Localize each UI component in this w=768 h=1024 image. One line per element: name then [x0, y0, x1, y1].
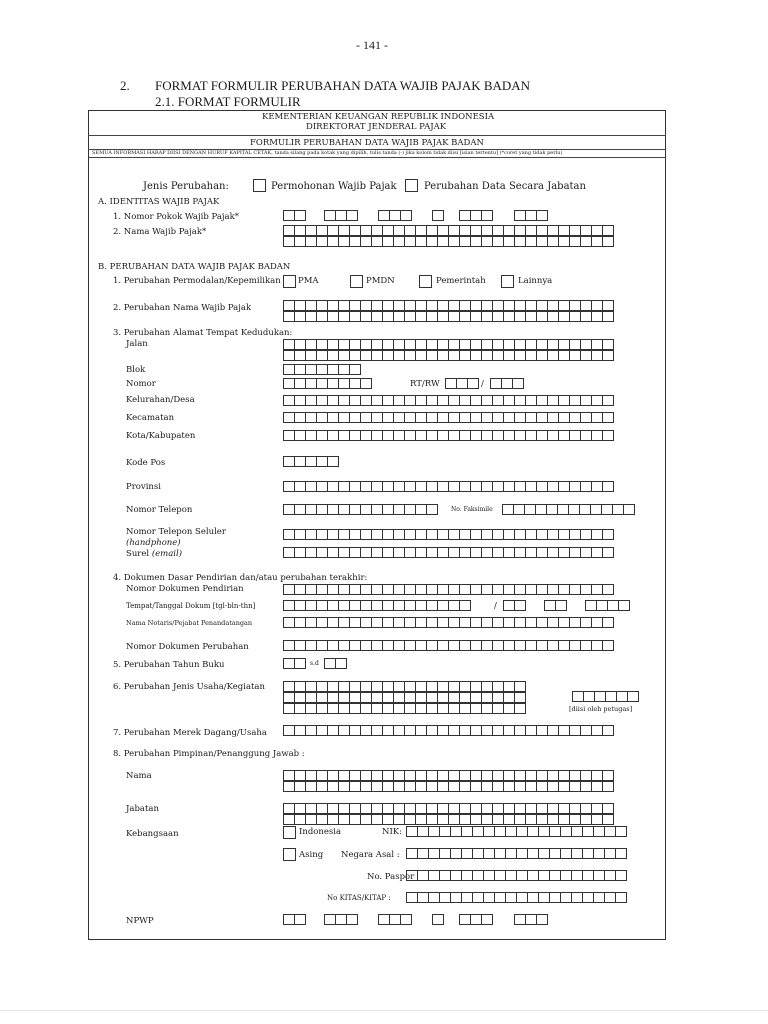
- char-box[interactable]: [349, 364, 361, 375]
- jenis-usaha-boxes[interactable]: [283, 681, 525, 692]
- pimpinan-nama-boxes[interactable]: [283, 781, 613, 792]
- asing-checkbox[interactable]: [283, 848, 296, 861]
- pimpinan-npwp-boxes[interactable]: [514, 914, 547, 925]
- char-box[interactable]: [602, 584, 614, 595]
- char-box[interactable]: [514, 692, 526, 703]
- char-box[interactable]: [346, 914, 358, 925]
- perubahan-nama-label: 2. Perubahan Nama Wajib Pajak: [113, 303, 252, 313]
- char-box[interactable]: [602, 225, 614, 236]
- nama-wp-label: 2. Nama Wajib Pajak*: [113, 227, 207, 237]
- merek-boxes[interactable]: [283, 725, 613, 736]
- asing-label: Asing: [299, 850, 324, 860]
- seluler-label: Nomor Telepon Seluler: [126, 527, 226, 537]
- page-number: - 141 -: [356, 38, 388, 52]
- char-box[interactable]: [618, 600, 630, 611]
- pimpinan-jabatan-boxes[interactable]: [283, 803, 613, 814]
- alamat-label: 3. Perubahan Alamat Tempat Kedudukan:: [113, 328, 293, 338]
- char-box[interactable]: [426, 504, 438, 515]
- pma-label: PMA: [298, 276, 319, 286]
- jalan-label: Jalan: [126, 339, 148, 349]
- pimpinan-nama-boxes[interactable]: [283, 770, 613, 781]
- lainnya-checkbox[interactable]: [501, 275, 514, 288]
- diisi-petugas-label: [diisi oleh petugas]: [569, 705, 633, 713]
- char-box[interactable]: [512, 378, 524, 389]
- npwp-boxes[interactable]: [514, 210, 547, 221]
- rt-boxes[interactable]: [445, 378, 478, 389]
- nomor-dok-perubahan-label: Nomor Dokumen Perubahan: [126, 642, 249, 652]
- pimpinan-npwp-boxes[interactable]: [459, 914, 492, 925]
- npwp-boxes[interactable]: [432, 210, 443, 221]
- handphone-label: (handphone): [126, 538, 181, 548]
- char-box[interactable]: [432, 914, 444, 925]
- char-box[interactable]: [602, 770, 614, 781]
- negara-asal-boxes[interactable]: [406, 848, 626, 859]
- tahun-buku-end[interactable]: [324, 658, 346, 669]
- char-box[interactable]: [602, 481, 614, 492]
- telepon-boxes[interactable]: [283, 504, 437, 515]
- char-box[interactable]: [627, 691, 639, 702]
- pimpinan-npwp-boxes[interactable]: [324, 914, 357, 925]
- char-box[interactable]: [623, 504, 635, 515]
- page-bottom-edge: [0, 1010, 768, 1011]
- char-box[interactable]: [294, 658, 306, 669]
- char-box[interactable]: [432, 210, 444, 221]
- pmdn-label: PMDN: [366, 276, 395, 286]
- char-box[interactable]: [602, 395, 614, 406]
- sd-label: s.d: [310, 660, 319, 667]
- npwp-boxes[interactable]: [378, 210, 411, 221]
- pimpinan-jabatan-label: Jabatan: [126, 804, 159, 814]
- permodalan-label: 1. Perubahan Permodalan/Kepemilikan: [113, 276, 281, 286]
- kebangsaan-label: Kebangsaan: [126, 829, 179, 839]
- char-box[interactable]: [467, 378, 479, 389]
- pimpinan-nama-label: Nama: [126, 771, 152, 781]
- kitas-boxes[interactable]: [406, 892, 626, 903]
- email-text: (email): [151, 549, 183, 559]
- char-box[interactable]: [602, 547, 614, 558]
- nama-wp-boxes[interactable]: [283, 225, 613, 236]
- tahun-buku-start[interactable]: [283, 658, 305, 669]
- nomor-dok-label: Nomor Dokumen Pendirian: [126, 584, 244, 594]
- faksimile-label: No. Faksimile: [451, 506, 493, 513]
- char-box[interactable]: [602, 412, 614, 423]
- nomor-label: Nomor: [126, 379, 156, 389]
- char-box[interactable]: [602, 803, 614, 814]
- kitas-label: No KITAS/KITAP :: [327, 894, 391, 902]
- jenis-usaha-boxes[interactable]: [283, 692, 525, 703]
- merek-label: 7. Perubahan Merek Dagang/Usaha: [113, 728, 267, 738]
- char-box[interactable]: [335, 658, 347, 669]
- kelurahan-boxes[interactable]: [283, 395, 613, 406]
- kelurahan-label: Kelurahan/Desa: [126, 395, 195, 405]
- char-box[interactable]: [602, 350, 614, 361]
- kota-label: Kota/Kabupaten: [126, 431, 196, 441]
- kodepos-label: Kode Pos: [126, 458, 166, 468]
- jenis-usaha-label: 6. Perubahan Jenis Usaha/Kegiatan: [113, 682, 265, 692]
- lainnya-label: Lainnya: [518, 276, 553, 286]
- header-divider: [88, 135, 666, 136]
- rtrw-slash: /: [481, 379, 484, 389]
- heading-subtitle: 2.1. FORMAT FORMULIR: [155, 94, 301, 109]
- permohonan-checkbox[interactable]: [253, 179, 266, 192]
- char-box[interactable]: [327, 456, 339, 467]
- paspor-label: No. Paspor: [367, 872, 415, 882]
- paspor-boxes[interactable]: [406, 870, 626, 881]
- notaris-boxes[interactable]: [283, 617, 613, 628]
- perubahan-nama-boxes[interactable]: [283, 311, 613, 322]
- permohonan-label: Permohonan Wajib Pajak: [271, 181, 397, 192]
- kodepos-boxes[interactable]: [283, 456, 338, 467]
- header-divider: [88, 157, 666, 158]
- pimpinan-jabatan-boxes[interactable]: [283, 814, 613, 825]
- kode-petugas-boxes[interactable]: [572, 691, 638, 702]
- char-box[interactable]: [615, 826, 627, 837]
- char-box[interactable]: [602, 781, 614, 792]
- nama-wp-boxes[interactable]: [283, 236, 613, 247]
- jabatan-label: Perubahan Data Secara Jabatan: [424, 181, 586, 192]
- char-box[interactable]: [602, 300, 614, 311]
- telepon-label: Nomor Telepon: [126, 505, 193, 515]
- char-box[interactable]: [294, 210, 306, 221]
- nik-boxes[interactable]: [406, 826, 626, 837]
- char-box[interactable]: [602, 430, 614, 441]
- npwp-boxes[interactable]: [324, 210, 357, 221]
- nomor-dok-boxes[interactable]: [283, 584, 613, 595]
- npwp-boxes[interactable]: [283, 210, 305, 221]
- blok-boxes[interactable]: [283, 364, 360, 375]
- char-box[interactable]: [514, 600, 526, 611]
- nomor-boxes[interactable]: [283, 378, 371, 389]
- dokumen-label: 4. Dokumen Dasar Pendirian dan/atau perubahan terakhir:: [113, 573, 368, 583]
- tanggal-slash: /: [494, 601, 497, 611]
- indonesia-label: Indonesia: [299, 827, 342, 837]
- surel-boxes[interactable]: [283, 547, 613, 558]
- rtrw-label: RT/RW: [410, 379, 440, 389]
- tempat-tgl-label: Tempat/Tanggal Dokum [tgl-bln-thn]: [126, 602, 256, 610]
- surel-text: Surel: [126, 549, 150, 559]
- tempat-boxes[interactable]: [283, 600, 470, 611]
- kecamatan-boxes[interactable]: [283, 412, 613, 423]
- heading-number: 2.: [120, 78, 130, 93]
- char-box[interactable]: [615, 892, 627, 903]
- char-box[interactable]: [615, 870, 627, 881]
- char-box[interactable]: [514, 681, 526, 692]
- heading-title: FORMAT FORMULIR PERUBAHAN DATA WAJIB PAJAK BADAN: [155, 78, 531, 93]
- char-box[interactable]: [536, 210, 548, 221]
- pmdn-checkbox[interactable]: [350, 275, 363, 288]
- ministry-name: KEMENTERIAN KEUANGAN REPUBLIK INDONESIA: [262, 112, 495, 122]
- char-box[interactable]: [514, 703, 526, 714]
- char-box[interactable]: [481, 914, 493, 925]
- perubahan-nama-boxes[interactable]: [283, 300, 613, 311]
- char-box[interactable]: [602, 311, 614, 322]
- notaris-label: Nama Notaris/Pejabat Penandatangan: [126, 619, 253, 627]
- nik-label: NIK:: [382, 827, 403, 837]
- provinsi-label: Provinsi: [126, 482, 161, 492]
- char-box[interactable]: [615, 848, 627, 859]
- section-b-title: B. PERUBAHAN DATA WAJIB PAJAK BADAN: [98, 262, 291, 272]
- jalan-boxes[interactable]: [283, 350, 613, 361]
- rw-boxes[interactable]: [490, 378, 523, 389]
- char-box[interactable]: [602, 617, 614, 628]
- tahun-buku-label: 5. Perubahan Tahun Buku: [113, 660, 225, 670]
- char-box[interactable]: [602, 640, 614, 651]
- char-box[interactable]: [360, 378, 372, 389]
- char-box[interactable]: [602, 236, 614, 247]
- char-box[interactable]: [602, 529, 614, 540]
- char-box[interactable]: [602, 814, 614, 825]
- npwp-boxes[interactable]: [459, 210, 492, 221]
- char-box[interactable]: [459, 600, 471, 611]
- pemerintah-label: Pemerintah: [436, 276, 486, 286]
- tgl-boxes[interactable]: [503, 600, 525, 611]
- kecamatan-label: Kecamatan: [126, 413, 175, 423]
- surel-label: [126, 549, 182, 559]
- kota-boxes[interactable]: [283, 430, 613, 441]
- jalan-boxes[interactable]: [283, 339, 613, 350]
- npwp-label: 1. Nomor Pokok Wajib Pajak*: [113, 212, 239, 222]
- pimpinan-label: 8. Perubahan Pimpinan/Penanggung Jawab :: [113, 749, 305, 759]
- pemerintah-checkbox[interactable]: [419, 275, 432, 288]
- pimpinan-npwp-boxes[interactable]: [283, 914, 305, 925]
- char-box[interactable]: [481, 210, 493, 221]
- nomor-dok-perubahan-boxes[interactable]: [283, 640, 613, 651]
- char-box[interactable]: [555, 600, 567, 611]
- pimpinan-npwp-label: NPWP: [126, 916, 154, 926]
- faksimile-boxes[interactable]: [502, 504, 634, 515]
- jenis-usaha-boxes[interactable]: [283, 703, 525, 714]
- seluler-boxes[interactable]: [283, 529, 613, 540]
- char-box[interactable]: [602, 725, 614, 736]
- indonesia-checkbox[interactable]: [283, 826, 296, 839]
- pma-checkbox[interactable]: [283, 275, 296, 288]
- char-box[interactable]: [400, 914, 412, 925]
- jabatan-checkbox[interactable]: [405, 179, 418, 192]
- bln-boxes[interactable]: [544, 600, 566, 611]
- blok-label: Blok: [126, 365, 146, 375]
- char-box[interactable]: [400, 210, 412, 221]
- char-box[interactable]: [294, 914, 306, 925]
- directorate-name: DIREKTORAT JENDERAL PAJAK: [306, 122, 447, 132]
- provinsi-boxes[interactable]: [283, 481, 613, 492]
- char-box[interactable]: [536, 914, 548, 925]
- form-title: FORMULIR PERUBAHAN DATA WAJIB PAJAK BADAN: [250, 138, 484, 148]
- thn-boxes[interactable]: [585, 600, 629, 611]
- jenis-perubahan-label: Jenis Perubahan:: [143, 181, 229, 192]
- char-box[interactable]: [346, 210, 358, 221]
- char-box[interactable]: [602, 339, 614, 350]
- section-a-title: A. IDENTITAS WAJIB PAJAK: [98, 197, 220, 207]
- negara-asal-label: Negara Asal :: [341, 850, 400, 860]
- pimpinan-npwp-boxes[interactable]: [378, 914, 411, 925]
- pimpinan-npwp-boxes[interactable]: [432, 914, 443, 925]
- form-note: SEMUA INFORMASI HARAP DIISI DENGAN HURUF KAPITAL CETAK, tanda silang pada kotak yang dipilih, tulis tanda (-) jika kolom tidak diisi [isian tertentu] (*coret yang tidak perlu): [92, 150, 563, 156]
